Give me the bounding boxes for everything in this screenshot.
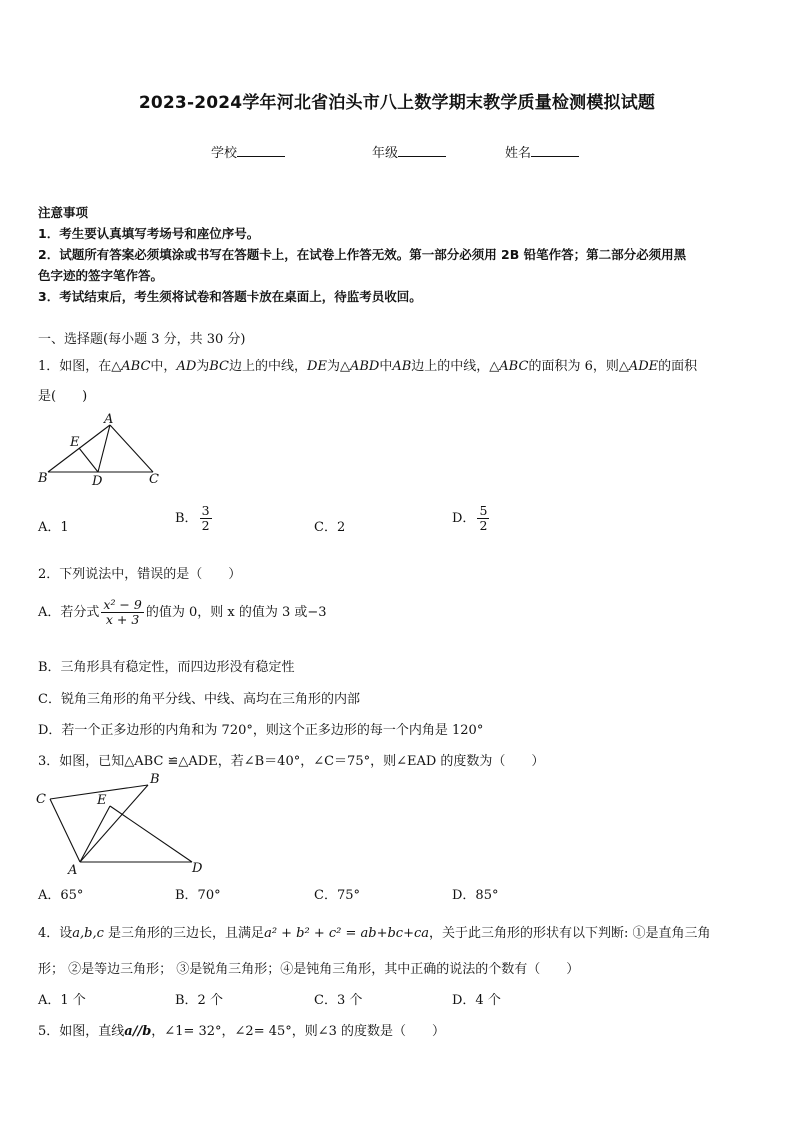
q3-option-d[interactable]: D．85° (452, 888, 499, 903)
q3-option-b[interactable]: B．70° (175, 888, 221, 903)
q3-label-a: A (68, 863, 78, 878)
q3-segment-ed (110, 806, 192, 862)
note-item: 3．考试结束后，考生须将试卷和答题卡放在桌面上，待监考员收回。 (38, 289, 422, 304)
q4-stem-line2: 形； ②是等边三角形； ③是锐角三角形；④是钝角三角形，其中正确的说法的个数有（ ） (38, 962, 580, 977)
q3-label-e: E (97, 793, 107, 808)
q2-stem: 2．下列说法中，错误的是（ ） (38, 567, 242, 582)
q1-label-e: E (70, 435, 80, 450)
school-label: 学校 (211, 146, 238, 161)
section-heading: 一、选择题(每小题 3 分，共 30 分) (38, 332, 246, 347)
grade-label: 年级 (372, 146, 399, 161)
q5-stem: 5．如图，直线a//b，∠1= 32°，∠2= 45°，则∠3 的度数是（ ） (38, 1024, 446, 1039)
page-title: 2023-2024学年河北省泊头市八上数学期末教学质量检测模拟试题 (138, 93, 656, 113)
q2-option-d[interactable]: D．若一个正多边形的内角和为 720°，则这个正多边形的每一个内角是 120° (38, 723, 484, 738)
q4-option-a[interactable]: A．1 个 (38, 993, 86, 1008)
q3-segment-ae (80, 806, 110, 862)
q1-option-b[interactable]: B． $\frac{3}{2}$ (175, 503, 210, 533)
q3-option-a[interactable]: A．65° (38, 888, 84, 903)
q4-option-b[interactable]: B．2 个 (175, 993, 223, 1008)
q4-stem-line1: 4．设a,b,c 是三角形的三边长，且满足a² + b² + c² = ab+bc+ca，关于此三角形的形状有以下判断: ①是直角三角 (38, 926, 711, 941)
q1-label-a: A (104, 412, 114, 427)
q1-stem-line2: 是( ) (38, 389, 88, 404)
name-label: 姓名 (505, 146, 532, 161)
note-item: 色字迹的签字笔作答。 (38, 268, 164, 283)
q3-label-c: C (36, 792, 46, 807)
q3-label-d: D (192, 861, 203, 876)
notes-heading: 注意事项 (38, 205, 89, 220)
q1-label-c: C (149, 472, 159, 487)
q3-segment-ca (50, 799, 80, 862)
q1-option-c[interactable]: C．2 (314, 520, 346, 535)
q1-stem-line1: 1．如图，在△ABC中，AD为BC边上的中线，DE为△ABD中AB边上的中线，△ABC的面积为 6，则△ADE的面积 (38, 359, 698, 374)
q3-stem: 3．如图，已知△ABC ≌△ADE，若∠B＝40°，∠C＝75°，则∠EAD 的度数为（ ） (38, 754, 545, 769)
q3-option-c[interactable]: C．75° (314, 888, 360, 903)
note-item: 2．试题所有答案必须填涂或书写在答题卡上，在试卷上作答无效。第一部分必须用 2B 铅笔作答；第二部分必须用黑 (38, 247, 687, 262)
q2-option-c[interactable]: C．锐角三角形的角平分线、中线、高均在三角形的内部 (38, 692, 360, 707)
q3-segment-ab (80, 785, 148, 862)
q2-option-a[interactable]: A．若分式 $\frac{\text{x² − 9}}{x + 3}$ 的值为 0，则 x 的值为 3 或−3 (38, 597, 327, 627)
q1-option-a[interactable]: A．1 (38, 520, 69, 535)
q1-label-b: B (38, 471, 48, 486)
note-item: 1．考生要认真填写考场号和座位序号。 (38, 226, 260, 241)
q1-option-d[interactable]: D． $\frac{5}{2}$ (452, 503, 488, 533)
q2-option-b[interactable]: B．三角形具有稳定性，而四边形没有稳定性 (38, 660, 295, 675)
q4-option-d[interactable]: D．4 个 (452, 993, 501, 1008)
q3-label-b: B (150, 772, 160, 787)
q1-label-d: D (92, 474, 103, 489)
q4-option-c[interactable]: C．3 个 (314, 993, 363, 1008)
